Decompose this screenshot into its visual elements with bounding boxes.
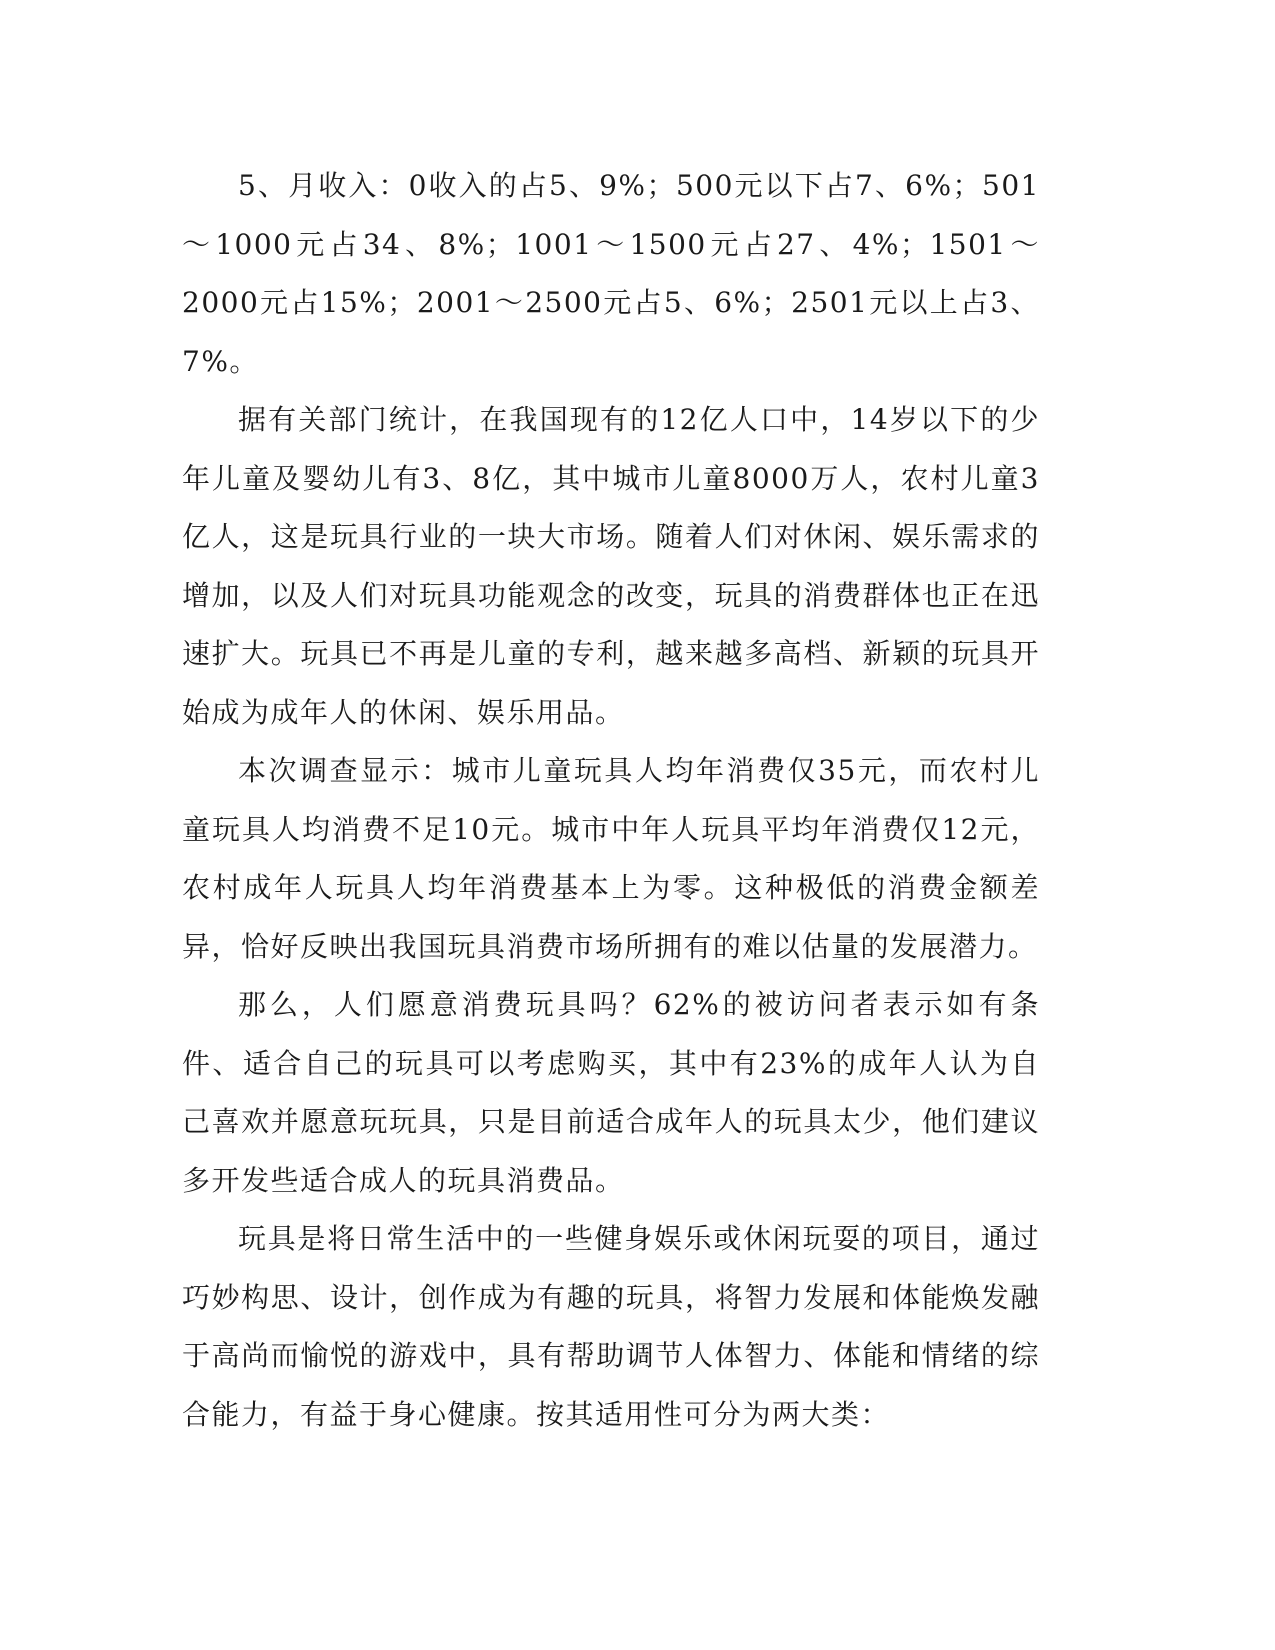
paragraph-population-statistics: 据有关部门统计，在我国现有的12亿人口中，14岁以下的少年儿童及婴幼儿有3、8亿，其中城市儿童8000万人，农村儿童3亿人，这是玩具行业的一块大市场。随着人们对休闲、娱乐需求的增加，以及人们对玩具功能观念的改变，玩具的消费群体也正在迅速扩大。玩具已不再是儿童的专利，越来越多高档、新颖的玩具开始成为成年人的休闲、娱乐用品。 [182, 403, 1040, 729]
paragraph-income: 5、月收入：0收入的占5、9%；500元以下占7、6%；501～1000元占34、8%；1001～1500元占27、4%；1501～2000元占15%；2001～2500元占5、6%；2501元以上占3、7%。 [182, 169, 1040, 378]
document-body [182, 157, 1040, 1444]
paragraph-willingness: 那么，人们愿意消费玩具吗？62%的被访问者表示如有条件、适合自己的玩具可以考虑购买，其中有23%的成年人认为自己喜欢并愿意玩玩具，只是目前适合成年人的玩具太少，他们建议多开发些适合成人的玩具消费品。 [182, 988, 1040, 1197]
paragraph-toy-definition: 玩具是将日常生活中的一些健身娱乐或休闲玩耍的项目，通过巧妙构思、设计，创作成为有趣的玩具，将智力发展和体能焕发融于高尚而愉悦的游戏中，具有帮助调节人体智力、体能和情绪的综合能力，有益于身心健康。按其适用性可分为两大类： [182, 1222, 1040, 1431]
paragraph-survey-consumption: 本次调查显示：城市儿童玩具人均年消费仅35元，而农村儿童玩具人均消费不足10元。城市中年人玩具平均年消费仅12元，农村成年人玩具人均年消费基本上为零。这种极低的消费金额差异，恰好反映出我国玩具消费市场所拥有的难以估量的发展潜力。 [182, 754, 1040, 963]
